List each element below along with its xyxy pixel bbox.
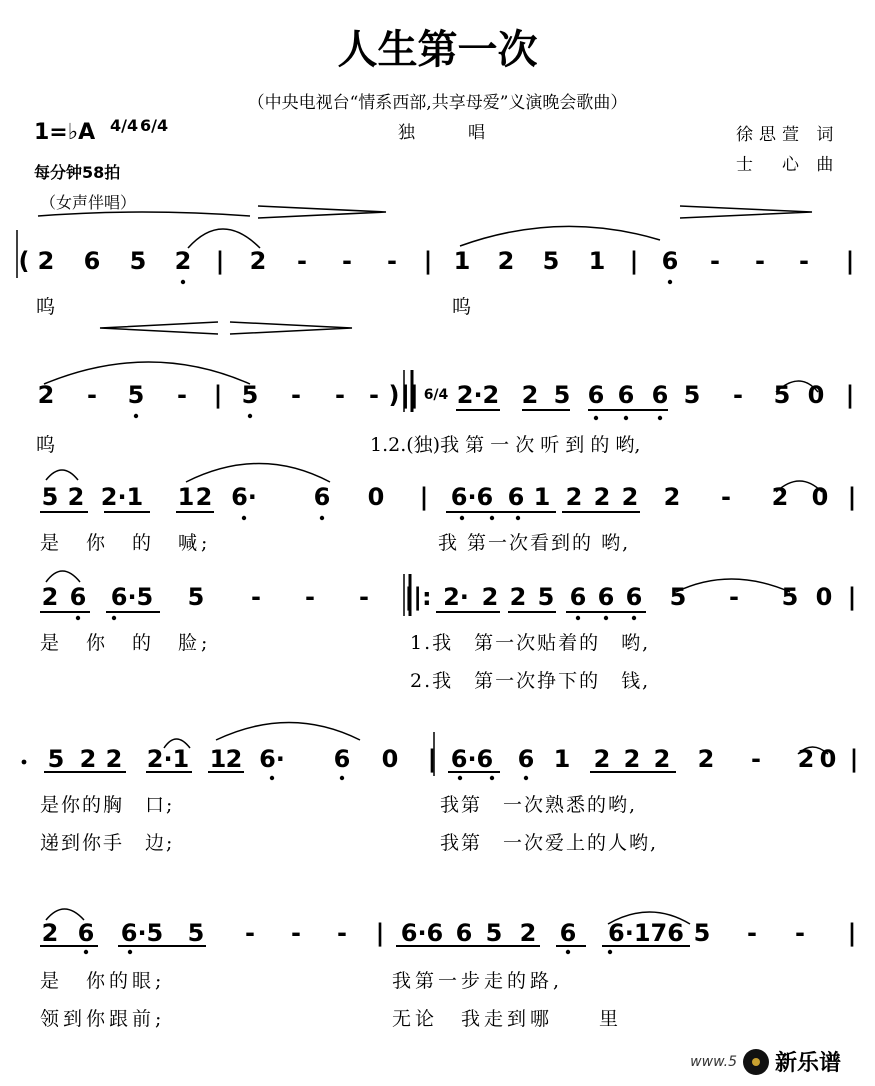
- dash: -: [177, 381, 187, 409]
- lyric-line: 呜: [452, 296, 472, 318]
- note: 2: [105, 745, 123, 773]
- note: 6: [455, 919, 473, 947]
- barline: |: [847, 583, 857, 611]
- score-row-3: [0, 482, 875, 522]
- barline: |: [847, 919, 857, 947]
- barline: |: [215, 247, 225, 275]
- slur: [46, 470, 78, 480]
- note: 5: [129, 247, 147, 275]
- accompaniment-note: （女声伴唱）: [40, 193, 137, 212]
- lyric-line: 无论 我走到哪 里: [392, 1008, 623, 1030]
- note: 6: [77, 919, 95, 947]
- slur: [460, 226, 660, 246]
- dash: -: [369, 381, 379, 409]
- slur: [216, 723, 360, 741]
- note: 6·5: [120, 919, 164, 947]
- lyric-line: 领到你跟前;: [40, 1008, 166, 1030]
- note: 2: [697, 745, 715, 773]
- paren: ): [388, 381, 400, 409]
- note: 6: [651, 381, 669, 409]
- note: 6: [597, 583, 615, 611]
- note: 2: [663, 483, 681, 511]
- barline: |: [423, 247, 433, 275]
- dash: -: [795, 919, 805, 947]
- note: 5: [537, 583, 555, 611]
- note: 6: [333, 745, 351, 773]
- slur: [46, 571, 80, 582]
- composer-credit: 士 心 曲: [736, 155, 840, 175]
- watermark-site: www.5: [690, 1053, 737, 1070]
- dash: -: [337, 919, 347, 947]
- note: 2: [195, 483, 213, 511]
- note: 6·176: [608, 919, 684, 947]
- crescendo-hairpin: [230, 322, 352, 334]
- note: 5: [669, 583, 687, 611]
- repeat-start: ||:: [404, 583, 432, 611]
- slur: [186, 464, 330, 483]
- note: 2: [41, 583, 59, 611]
- note: 1: [209, 745, 227, 773]
- note: 2: [771, 483, 789, 511]
- note: 6·6: [450, 483, 494, 511]
- note: 6: [617, 381, 635, 409]
- dash: -: [335, 381, 345, 409]
- note: 5: [47, 745, 65, 773]
- note: 2: [797, 745, 815, 773]
- dash: -: [291, 919, 301, 947]
- score-row-2: [0, 380, 875, 420]
- time-signature-1: 4/4: [110, 116, 139, 135]
- lyric-line: 是 你 的 喊;: [40, 532, 212, 554]
- lyric-line: 我 第一次看到的 哟,: [438, 532, 631, 554]
- lyric-line: 1.2.(独)我 第 一 次 听 到 的 哟,: [370, 434, 641, 456]
- note: 2: [519, 919, 537, 947]
- score-row-4: [0, 582, 875, 622]
- lyric-line: 递到你手 边;: [40, 832, 175, 854]
- decrescendo-hairpin: [100, 322, 218, 334]
- dash: -: [251, 583, 261, 611]
- dash: -: [359, 583, 369, 611]
- song-title: 人生第一次: [337, 26, 538, 73]
- note: 1: [588, 247, 606, 275]
- note: 6·: [259, 745, 285, 773]
- note: 2: [481, 583, 499, 611]
- tempo-marking: 每分钟58拍: [34, 163, 121, 182]
- dash: -: [291, 381, 301, 409]
- note: 1: [533, 483, 551, 511]
- note: 6: [313, 483, 331, 511]
- note: 2: [37, 381, 55, 409]
- note: 6·: [231, 483, 257, 511]
- dash: -: [710, 247, 720, 275]
- barline: |: [845, 247, 855, 275]
- note: 6: [559, 919, 577, 947]
- performance-mode: 独 唱: [398, 123, 503, 143]
- dash: -: [305, 583, 315, 611]
- note: 2: [67, 483, 85, 511]
- note: 0: [819, 745, 837, 773]
- note: 0: [811, 483, 829, 511]
- lyric-line: 是 你 的 脸;: [40, 632, 212, 654]
- key-signature: 1=♭A: [34, 120, 96, 145]
- note: 6·6: [450, 745, 494, 773]
- crescendo-hairpin: [680, 206, 812, 218]
- lyric-line: 1.我 第一次贴着的 哟,: [410, 632, 651, 654]
- lyric-line: 呜: [36, 434, 56, 456]
- note: 6: [661, 247, 679, 275]
- note: 5: [187, 919, 205, 947]
- crescendo-hairpin: [258, 206, 386, 218]
- note: 5: [241, 381, 259, 409]
- barline: |: [629, 247, 639, 275]
- dash: -: [387, 247, 397, 275]
- note: 6: [587, 381, 605, 409]
- note: 2·: [443, 583, 469, 611]
- lyric-line: 是你的胸 口;: [40, 794, 175, 816]
- dash: -: [755, 247, 765, 275]
- site-watermark: [690, 1046, 841, 1077]
- dash: -: [733, 381, 743, 409]
- note: 5: [485, 919, 503, 947]
- dash: -: [751, 745, 761, 773]
- note: 2·1: [146, 745, 190, 773]
- note: 6: [507, 483, 525, 511]
- note: 6: [569, 583, 587, 611]
- score-row-5: [0, 744, 875, 784]
- note: 2: [565, 483, 583, 511]
- note: 6: [625, 583, 643, 611]
- lyric-line: 我第一步走的路,: [392, 970, 564, 992]
- barline: |: [213, 381, 223, 409]
- barline: |: [427, 745, 437, 773]
- note: 5: [693, 919, 711, 947]
- dash: -: [799, 247, 809, 275]
- note: 5: [542, 247, 560, 275]
- note: 2: [593, 745, 611, 773]
- note: 2: [593, 483, 611, 511]
- note: 2: [225, 745, 243, 773]
- note: 5: [187, 583, 205, 611]
- note: 0: [367, 483, 385, 511]
- lyric-line: 我第 一次爱上的人哟,: [440, 832, 659, 854]
- time-signature-2: 6/4: [140, 116, 169, 135]
- note: 5: [127, 381, 145, 409]
- lyric-line: 是 你的眼;: [40, 970, 166, 992]
- note: 1: [453, 247, 471, 275]
- note: 2: [497, 247, 515, 275]
- barline: |: [375, 919, 385, 947]
- lyric-line: 呜: [36, 296, 56, 318]
- time-signature: 6/4: [423, 387, 449, 403]
- song-subtitle: （中央电视台“情系西部,共享母爱”义演晚会歌曲）: [247, 93, 628, 113]
- dash: -: [729, 583, 739, 611]
- note: 2: [249, 247, 267, 275]
- note: 1: [553, 745, 571, 773]
- note: 6: [83, 247, 101, 275]
- lyric-line: 我第 一次熟悉的哟,: [440, 794, 638, 816]
- note: 2: [174, 247, 192, 275]
- note: 2: [41, 919, 59, 947]
- note: 6·5: [110, 583, 154, 611]
- note: 2: [79, 745, 97, 773]
- note: 6: [69, 583, 87, 611]
- note: 2: [653, 745, 671, 773]
- note: 0: [381, 745, 399, 773]
- dash: -: [297, 247, 307, 275]
- note: 5: [683, 381, 701, 409]
- note: 0: [815, 583, 833, 611]
- dash: -: [721, 483, 731, 511]
- lyric-line: 2.我 第一次挣下的 钱,: [410, 670, 651, 692]
- note: 2: [621, 483, 639, 511]
- note: 2·2: [456, 381, 500, 409]
- score-row-1: [0, 246, 875, 286]
- note: 5: [773, 381, 791, 409]
- note: 6·6: [400, 919, 444, 947]
- barline: |: [847, 483, 857, 511]
- note: 2: [623, 745, 641, 773]
- barline: |: [845, 381, 855, 409]
- watermark-brand: 新乐谱: [774, 1051, 841, 1076]
- note: 5: [781, 583, 799, 611]
- note: 2: [521, 381, 539, 409]
- note: 2: [509, 583, 527, 611]
- note: 5: [553, 381, 571, 409]
- score-row-6: [0, 918, 875, 958]
- note: 1: [177, 483, 195, 511]
- note: 6: [517, 745, 535, 773]
- lyricist-credit: 徐思萱 词: [736, 125, 840, 145]
- note: 5: [41, 483, 59, 511]
- note: (: [18, 247, 30, 275]
- dash: -: [87, 381, 97, 409]
- double-barline: ||: [401, 381, 419, 409]
- dash: -: [747, 919, 757, 947]
- dash: -: [342, 247, 352, 275]
- note: 0: [807, 381, 825, 409]
- vinyl-disc-icon: [743, 1049, 769, 1075]
- dash: -: [245, 919, 255, 947]
- note: 2·1: [100, 483, 144, 511]
- barline: |: [849, 745, 859, 773]
- note: 2: [37, 247, 55, 275]
- barline: |: [419, 483, 429, 511]
